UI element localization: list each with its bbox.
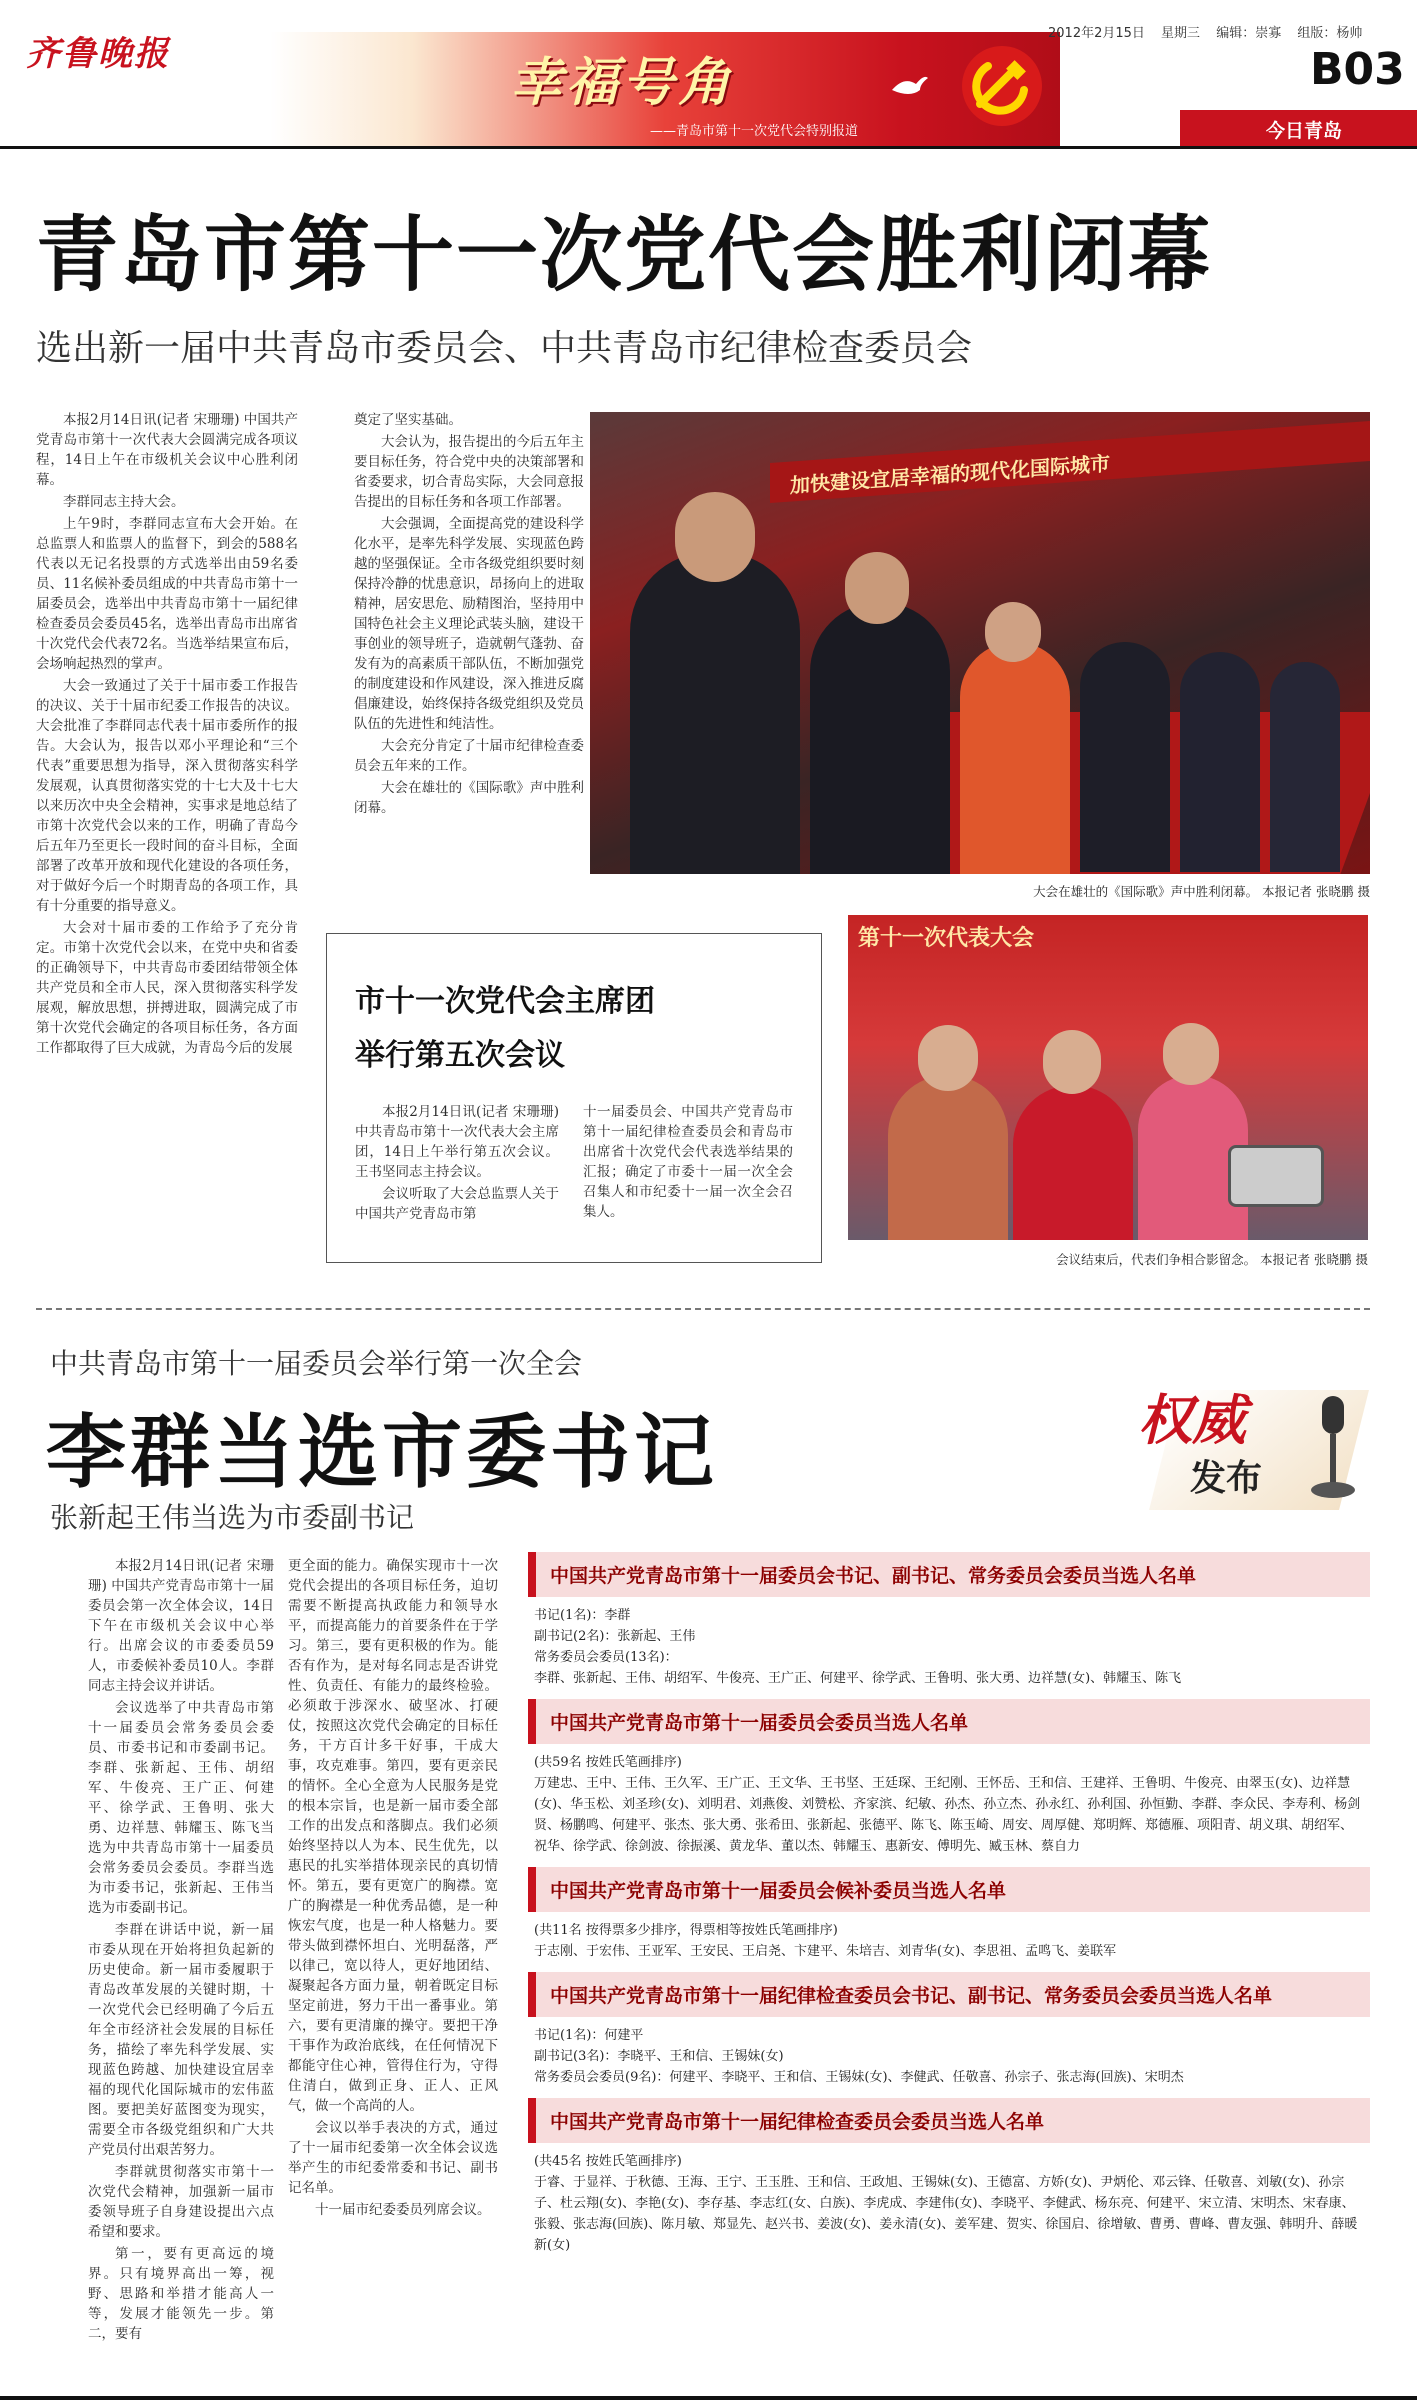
list-body [528, 2143, 1370, 2266]
list-body [528, 1744, 1370, 1867]
badge-sub-text: 发布 [1190, 1457, 1263, 1499]
paragraph: 十一届委员会、中国共产党青岛市第十一届纪律检查委员会和青岛市出席省十次党代会代表选举结果的汇报；确定了市委十一届一次全会召集人和市纪委十一届一次全会召集人。 [583, 1104, 793, 1220]
list-section [528, 1972, 1370, 2098]
paragraph: 李群就贯彻落实市第十一次党代会精神，加强新一届市委领导班子自身建设提出六点希望和要求。 [88, 2164, 274, 2240]
list-line: 李群、张新起、王伟、胡绍军、牛俊亮、王广正、何建平、徐学武、王鲁明、张大勇、边祥慧(女)、韩耀玉、陈飞 [534, 1671, 1182, 1686]
hall-banner-text: 加快建设宜居幸福的现代化国际城市 [790, 451, 1110, 498]
date-line [1048, 22, 1362, 41]
issue-weekday: 星期三 [1161, 26, 1201, 41]
page-number: B03 [1310, 44, 1405, 95]
list-line: 常务委员会委员(13名)： [534, 1650, 678, 1665]
paragraph: 第一，要有更高远的境界。只有境界高出一筹，视野、思路和举措才能高人一等，发展才能领先一步。第二，要有 [88, 2246, 274, 2342]
list-line: 于志刚、于宏伟、王亚军、王安民、王启尧、卞建平、朱培吉、刘青华(女)、李思祖、孟鸣飞、姜联军 [534, 1944, 1117, 1959]
person-silhouette [630, 552, 800, 874]
paragraph: 本报2月14日讯(记者 宋珊珊) 中国共产党青岛市第十一次代表大会圆满完成各项议程，14日上午在市级机关会议中心胜利闭幕。 [36, 412, 298, 488]
list-body [528, 1597, 1370, 1699]
paragraph: 会议选举了中共青岛市第十一届委员会常务委员会委员、市委书记和市委副书记。李群、张新起、王伟、胡绍军、牛俊亮、王广正、何建平、徐学武、王鲁明、张大勇、边祥慧、韩耀玉、陈飞当选为中共青岛市第十一届委员会常务委员会委员。李群当选为市委书记，张新起、王伟当选为市委副书记。 [88, 1700, 274, 1916]
masthead-rule [0, 146, 1417, 149]
paragraph: 大会充分肯定了十届市纪律检查委员会五年来的工作。 [354, 738, 584, 774]
issue-date: 2012年2月15日 [1048, 26, 1145, 41]
list-section [528, 2098, 1370, 2266]
list-line: 书记(1名)：何建平 [534, 2028, 644, 2043]
story2-column-1 [88, 1556, 274, 2386]
person-silhouette [845, 552, 909, 624]
paragraph: 十一届市纪委委员列席会议。 [315, 2202, 491, 2218]
paragraph: 大会强调，全面提高党的建设科学化水平，是率先科学发展、实现蓝色跨越的坚强保证。全市各级党组织要时刻保持冷静的忧患意识，昂扬向上的进取精神，居安思危、励精图治，坚持用中国特色社会主义理论武装头脑，建设干事创业的领导班子，造就朝气蓬勃、奋发有为的高素质干部队伍，不断加强党的制度建设和作风建设，深入推进反腐倡廉建设，始终保持各级党组织及党员队伍的先进性和纯洁性。 [354, 516, 584, 732]
paragraph: 更全面的能力。确保实现市十一次党代会提出的各项目标任务，迫切需要不断提高执政能力和领导水平，而提高能力的首要条件在于学习。第三，要有更积极的作为。能否有作为，是对每名同志是否讲党性、负责任、有能力的最终检验。必须敢于涉深水、破坚冰、打硬仗，按照这次党代会确定的目标任务，干方百计多干好事，干成大事，攻克难事。第四，要有更亲民的情怀。全心全意为人民服务是党的根本宗旨，也是新一届市委全部工作的出发点和落脚点。我们必须始终坚持以人为本、民生优先，以惠民的扎实举措体现亲民的真切情怀。第五，要有更宽广的胸襟。宽广的胸襟是一种优秀品德，是一种恢宏气度，也是一种人格魅力。要带头做到襟怀坦白、光明磊落，严以律己，宽以待人，更好地团结、凝聚起各方面力量，朝着既定目标坚定前进，努力干出一番事业。第六，要有更清廉的操守。要把干净干事作为政治底线，在任何情况下都能守住心神，管得住行为，守得住清白，做到正身、正人、正风气，做一个高尚的人。 [288, 1558, 498, 2114]
hall-banner [770, 421, 1370, 503]
list-line: 于睿、于显祥、于秋德、王海、王宁、王玉胜、王和信、王政旭、王锡妹(女)、王德富、方娇(女)、尹炳伦、邓云锋、任敬喜、刘敏(女)、孙宗子、杜云翔(女)、李艳(女)、李存基、李志红(女、白族)、李虎成、李建伟(女)、李晓平、李健武、杨东亮、何建平、宋立清、宋明杰、宋春康、张毅、张志海(回族)、陈月敏、郑显先、赵兴书、姜波(女)、姜永清(女)、姜军建、贺实、徐国启、徐增敏、曹勇、曹峰、曹友强、韩明升、薛暖新(女) [534, 2175, 1358, 2253]
paragraph: 本报2月14日讯(记者 宋珊珊) 中国共产党青岛市第十一届委员会第一次全体会议，14日下午在市级机关会议中心举行。出席会议的市委委员59人，市委候补委员10人。李群同志主持会议并讲话。 [88, 1558, 274, 1694]
list-line: (共11名 按得票多少排序，得票相等按姓氏笔画排序) [534, 1923, 838, 1938]
list-title: 中国共产党青岛市第十一届纪律检查委员会书记、副书记、常务委员会委员当选人名单 [528, 1972, 1370, 2017]
list-line: 万建忠、王中、王伟、王久军、王广正、王文华、王书坚、王廷琛、王纪刚、王怀岳、王和信、王建祥、王鲁明、牛俊亮、由翠玉(女)、边祥慧(女)、华玉松、刘圣珍(女)、刘明君、刘燕俊、刘赞松、齐家滨、纪敏、孙杰、孙立杰、孙永红、孙利国、孙恒勤、李群、李众民、李寿利、杨剑贤、杨鹏鸣、何建平、张杰、张大勇、张希田、张新起、张德平、陈飞、陈玉崎、周安、周厚健、郑明辉、郑德雁、项阳青、胡义琪、胡绍军、祝华、徐学武、徐剑波、徐振溪、黄龙华、董以杰、韩耀玉、惠新安、傅明先、臧玉林、蔡自力 [534, 1776, 1361, 1854]
paragraph: 李群在讲话中说，新一届市委从现在开始将担负起新的历史使命。新一届市委履职于青岛改革发展的关键时期，十一次党代会已经明确了今后五年全市经济社会发展的目标任务，描绘了率先科学发展、实现蓝色跨越、加快建设宜居幸福的现代化国际城市的宏伟蓝图。要把美好蓝图变为现实，需要全市各级党组织和广大共产党员付出艰苦努力。 [88, 1922, 274, 2158]
dove-icon [890, 72, 930, 102]
list-line: 常务委员会委员(9名)：何建平、李晓平、王和信、王锡妹(女)、李健武、任敬喜、孙宗子、张志海(回族)、宋明杰 [534, 2070, 1184, 2085]
person-silhouette [1163, 1023, 1219, 1085]
microphone-icon [1308, 1392, 1358, 1502]
list-body [528, 2017, 1370, 2098]
authoritative-release-badge [1124, 1370, 1374, 1520]
person-silhouette [985, 602, 1041, 662]
person-silhouette [675, 492, 755, 582]
list-section [528, 1552, 1370, 1699]
person-silhouette [1043, 1030, 1101, 1094]
list-line: 副书记(3名)：李晓平、王和信、王锡妹(女) [534, 2049, 784, 2064]
paper-name-logo: 齐鲁晚报 [26, 34, 170, 74]
bottom-rule [0, 2396, 1417, 2400]
list-line: 副书记(2名)：张新起、王伟 [534, 1629, 696, 1644]
person-silhouette [960, 642, 1070, 874]
list-line: 书记(1名)：李群 [534, 1608, 631, 1623]
layout-credit: 组版：杨帅 [1297, 26, 1363, 41]
list-title: 中国共产党青岛市第十一届纪律检查委员会委员当选人名单 [528, 2098, 1370, 2143]
paragraph: 大会一致通过了关于十届市委工作报告的决议、关于十届市纪委工作报告的决议。大会批准了李群同志代表十届市委所作的报告。大会认为，报告以邓小平理论和“三个代表”重要思想为指导，深入贯彻落实科学发展观，认真贯彻落实党的十七大及十七大以来历次中央全会精神，实事求是地总结了市第十次党代会以来的工作，明确了青岛今后五年乃至更长一段时间的奋斗目标，全面部署了改革开放和现代化建设的各项任务，对于做好今后一个时期青岛的各项工作，具有十分重要的指导意义。 [36, 678, 298, 914]
badge-main-text: 权威 [1138, 1388, 1246, 1452]
photo2-caption: 会议结束后，代表们争相合影留念。 本报记者 张晓鹏 摄 [1056, 1252, 1368, 1267]
paragraph: 上午9时，李群同志宣布大会开始。在总监票人和监票人的监督下，到会的588名代表以无记名投票的方式选举出由59名委员、11名候补委员组成的中共青岛市第十一届委员会，选举出中共青岛市第十一届纪律检查委员会委员45名，选举出青岛市出席省十次党代会代表72名。当选举结果宣布后，会场响起热烈的掌声。 [36, 516, 298, 672]
box-headline-line2: 举行第五次会议 [355, 1038, 565, 1073]
person-silhouette [1270, 662, 1340, 872]
paragraph: 大会对十届市委的工作给予了充分肯定。市第十次党代会以来，在党中央和省委的正确领导下，中共青岛市委团结带领全体共产党员和全市人民，深入贯彻落实科学发展观，解放思想，拼搏进取，圆满完成了市第十次党代会确定的各项目标任务，各方面工作都取得了巨大成就，为青岛今后的发展 [36, 920, 298, 1056]
story2-kicker: 中共青岛市第十一届委员会举行第一次全会 [50, 1347, 583, 1380]
box-headline-line1: 市十一次党代会主席团 [355, 984, 655, 1019]
story1-column-2 [354, 410, 584, 910]
name-lists [528, 1552, 1370, 2392]
box-column-1 [355, 1102, 559, 1252]
box-column-2 [583, 1102, 793, 1252]
story2-subheadline: 张新起王伟当选为市委副书记 [50, 1501, 415, 1534]
story2-column-2 [288, 1556, 498, 2386]
person-silhouette [1013, 1085, 1133, 1240]
list-line: (共59名 按姓氏笔画排序) [534, 1755, 682, 1770]
party-emblem-icon [960, 44, 1044, 128]
paragraph: 大会在雄壮的《国际歌》声中胜利闭幕。 [354, 780, 584, 816]
paragraph: 本报2月14日讯(记者 宋珊珊) 中共青岛市第十一次代表大会主席团，14日上午举行第五次会议。王书坚同志主持会议。 [355, 1104, 559, 1180]
list-body [528, 1912, 1370, 1972]
banner [270, 32, 1060, 148]
banner-subtitle: ——青岛市第十一次党代会特别报道 [650, 124, 859, 139]
masthead [0, 0, 1417, 148]
person-silhouette [918, 1025, 978, 1091]
section-label: 今日青岛 [1266, 120, 1343, 142]
paragraph: 会议听取了大会总监票人关于中国共产党青岛市第 [355, 1186, 559, 1222]
list-line: (共45名 按姓氏笔画排序) [534, 2154, 682, 2169]
story1-column-1 [36, 410, 298, 1270]
list-title: 中国共产党青岛市第十一届委员会书记、副书记、常务委员会委员当选人名单 [528, 1552, 1370, 1597]
sidebar-box [326, 933, 822, 1263]
editor-credit: 编辑：崇寡 [1216, 26, 1282, 41]
paragraph: 李群同志主持大会。 [63, 494, 185, 510]
list-section [528, 1867, 1370, 1972]
photo-delegates-group [848, 915, 1368, 1240]
camera-icon [1228, 1145, 1324, 1207]
paragraph: 大会认为，报告提出的今后五年主要目标任务，符合党中央的决策部署和省委要求，切合青岛实际，大会同意报告提出的目标任务和各项工作部署。 [354, 434, 584, 510]
person-silhouette [1180, 652, 1260, 872]
person-silhouette [888, 1075, 1008, 1240]
list-title: 中国共产党青岛市第十一届委员会委员当选人名单 [528, 1699, 1370, 1744]
list-section [528, 1699, 1370, 1867]
list-title: 中国共产党青岛市第十一届委员会候补委员当选人名单 [528, 1867, 1370, 1912]
person-silhouette [810, 602, 950, 874]
banner-title: 幸福号角 [510, 52, 735, 113]
story2-headline: 李群当选市委书记 [46, 1406, 718, 1499]
photo2-banner-text: 第十一次代表大会 [858, 926, 1035, 951]
photo-congress-closing [590, 412, 1370, 874]
paragraph: 奠定了坚实基础。 [354, 412, 462, 428]
section-divider [36, 1308, 1370, 1310]
paragraph: 会议以举手表决的方式，通过了十一届市纪委第一次全体会议选举产生的市纪委常委和书记、副书记名单。 [288, 2120, 498, 2196]
story1-subheadline: 选出新一届中共青岛市委员会、中共青岛市纪律检查委员会 [36, 328, 973, 369]
person-silhouette [1080, 642, 1170, 872]
photo1-caption: 大会在雄壮的《国际歌》声中胜利闭幕。 本报记者 张晓鹏 摄 [1033, 884, 1370, 899]
section-tab [1180, 110, 1417, 146]
story1-headline: 青岛市第十一次党代会胜利闭幕 [36, 208, 1213, 303]
